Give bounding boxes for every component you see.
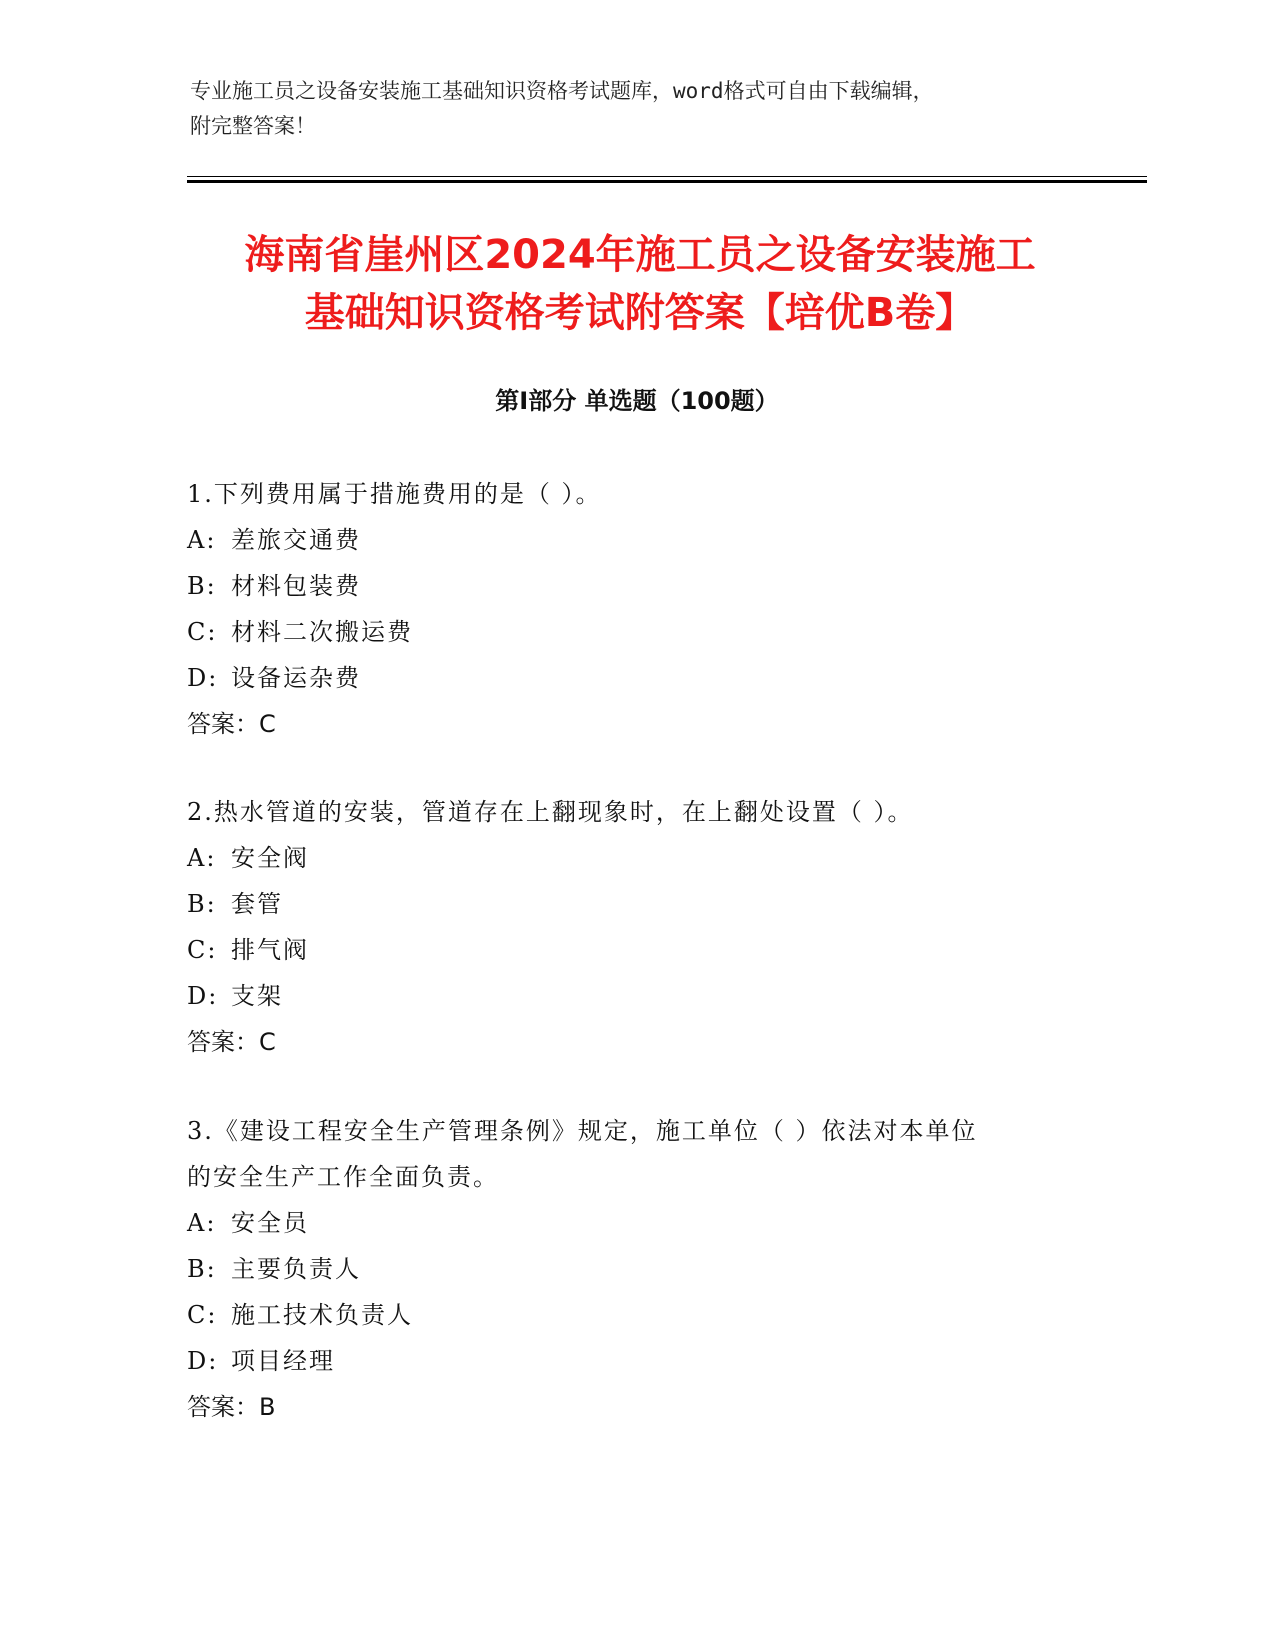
option-key: A: (187, 844, 217, 872)
option-c (187, 1292, 1087, 1338)
option-c (187, 927, 1087, 973)
question-stem-line-1: 3.《建设工程安全生产管理条例》规定，施工单位（ ）依法对本单位 (187, 1117, 978, 1145)
section-heading: 第Ⅰ部分 单选题（100题） (495, 387, 779, 415)
option-text: 安全员 (231, 1209, 309, 1237)
option-key: B: (187, 890, 217, 918)
option-text: 施工技术负责人 (231, 1301, 413, 1329)
option-b (187, 1246, 1087, 1292)
answer: 答案：C (187, 710, 276, 738)
option-text: 材料包装费 (231, 572, 361, 600)
option-d (187, 655, 1087, 701)
header-note-line-1: 专业施工员之设备安装施工基础知识资格考试题库，word格式可自由下载编辑， (190, 79, 934, 103)
question-stem: 1.下列费用属于措施费用的是（ ）。 (187, 480, 602, 508)
option-d (187, 973, 1087, 1019)
answer: 答案：B (187, 1393, 276, 1421)
option-text: 材料二次搬运费 (231, 618, 413, 646)
question-2 (187, 789, 1087, 1065)
option-key: A: (187, 1209, 217, 1237)
option-c (187, 609, 1087, 655)
option-key: D: (187, 982, 219, 1010)
header-divider-thin (187, 176, 1147, 177)
option-key: C: (187, 618, 218, 646)
option-b (187, 563, 1087, 609)
document-title-line-1: 海南省崖州区2024年施工员之设备安装施工 (244, 232, 1036, 278)
question-1 (187, 471, 1087, 747)
option-text: 项目经理 (231, 1347, 335, 1375)
option-b (187, 881, 1087, 927)
option-text: 支架 (231, 982, 283, 1010)
option-a (187, 835, 1087, 881)
header-note (190, 74, 1070, 144)
document-title (160, 226, 1120, 342)
answer: 答案：C (187, 1028, 276, 1056)
header-divider-thick (187, 180, 1147, 183)
option-d (187, 1338, 1087, 1384)
question-3 (187, 1108, 1087, 1430)
option-a (187, 1200, 1087, 1246)
option-a (187, 517, 1087, 563)
option-key: A: (187, 526, 217, 554)
option-key: D: (187, 664, 219, 692)
option-text: 套管 (231, 890, 283, 918)
option-text: 差旅交通费 (231, 526, 361, 554)
option-key: D: (187, 1347, 219, 1375)
option-key: C: (187, 1301, 218, 1329)
question-stem: 2.热水管道的安装，管道存在上翻现象时，在上翻处设置（ ）。 (187, 798, 914, 826)
document-title-line-2: 基础知识资格考试附答案【培优B卷】 (304, 290, 976, 336)
header-note-line-2: 附完整答案！ (190, 114, 316, 138)
option-key: C: (187, 936, 218, 964)
question-stem-line-2: 的安全生产工作全面负责。 (187, 1163, 499, 1191)
option-text: 设备运杂费 (231, 664, 361, 692)
option-text: 主要负责人 (231, 1255, 361, 1283)
option-key: B: (187, 572, 217, 600)
option-key: B: (187, 1255, 217, 1283)
option-text: 安全阀 (231, 844, 309, 872)
option-text: 排气阀 (231, 936, 309, 964)
